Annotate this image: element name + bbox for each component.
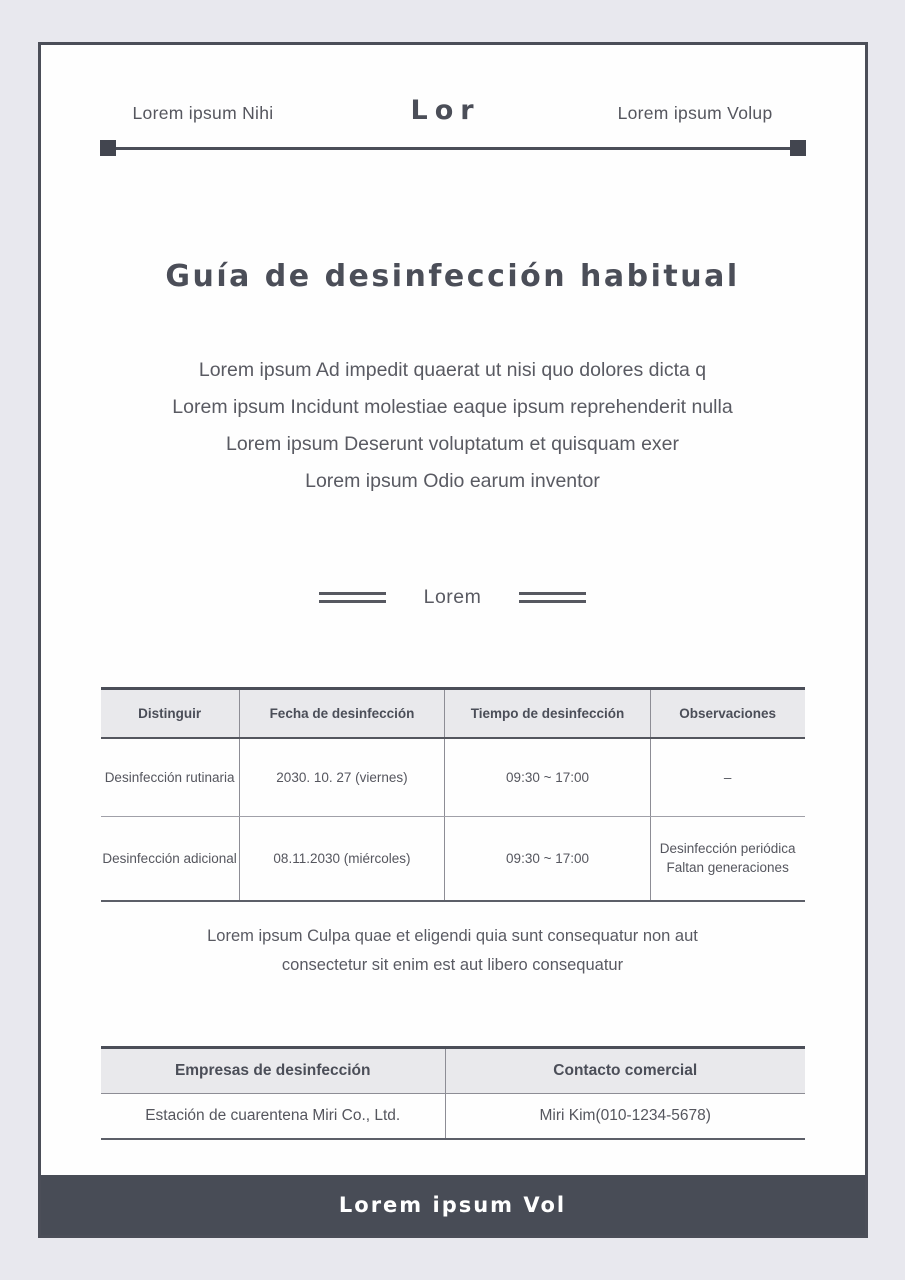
double-line-left — [319, 592, 386, 603]
rule-line — [116, 147, 790, 150]
intro-line-1: Lorem ipsum Ad impedit quaerat ut nisi quo dolores dicta q — [198, 359, 707, 381]
cell-observaciones — [650, 738, 804, 817]
document-header — [133, 95, 773, 126]
contact-table — [101, 1046, 805, 1141]
column-header-fecha: Fecha de desinfección — [239, 689, 445, 738]
column-header-distinguir: Distinguir — [101, 689, 240, 738]
intro-line-3: Lorem ipsum Deserunt voluptatum et quisquam exer — [225, 433, 680, 455]
cell-fecha: 2030. 10. 27 (viernes) — [239, 738, 445, 817]
intro-line-4: Lorem ipsum Odio earum inventor — [305, 470, 600, 492]
intro-line-2: Lorem ipsum Incidunt molestiae eaque ipsum reprehenderit nulla — [172, 396, 733, 418]
observaciones-line-2: Faltan generaciones — [666, 860, 789, 876]
column-header-tiempo: Tiempo de desinfección — [445, 689, 651, 738]
cell-observaciones — [650, 817, 804, 901]
column-header-empresas: Empresas de desinfección — [101, 1047, 446, 1093]
table-row — [101, 738, 805, 817]
header-left-label: Lorem ipsum Nihi — [132, 103, 274, 123]
section-divider-label: Lorem — [423, 586, 482, 608]
rule-endpoint-left-icon — [100, 140, 116, 156]
observaciones-line-1: Desinfección periódica — [659, 841, 796, 857]
table-row — [101, 1093, 805, 1139]
header-rule — [100, 140, 806, 156]
footer-bar — [41, 1175, 865, 1235]
double-line-right — [519, 592, 586, 603]
schedule-table — [101, 687, 805, 902]
cell-tiempo: 09:30 ~ 17:00 — [445, 817, 651, 901]
section-divider — [41, 586, 865, 609]
column-header-contacto: Contacto comercial — [445, 1047, 804, 1093]
schedule-table-wrap — [101, 609, 805, 902]
note-paragraph — [41, 922, 865, 980]
cell-distinguir: Desinfección adicional — [101, 817, 240, 901]
column-header-observaciones: Observaciones — [650, 689, 804, 738]
header-right-label: Lorem ipsum Volup — [617, 103, 773, 123]
cell-empresa: Estación de cuarentena Miri Co., Ltd. — [101, 1093, 446, 1139]
note-line-1: Lorem ipsum Culpa quae et eligendi quia sunt consequatur non aut — [207, 926, 698, 945]
table-row — [101, 817, 805, 901]
cell-contacto: Miri Kim(010-1234-5678) — [445, 1093, 804, 1139]
contact-table-wrap — [101, 980, 805, 1141]
observaciones-line-1: – — [723, 769, 732, 785]
contact-header-row — [101, 1047, 805, 1093]
intro-paragraph — [41, 352, 865, 500]
cell-fecha: 08.11.2030 (miércoles) — [239, 817, 445, 901]
brand-logo: Lor — [410, 95, 481, 126]
rule-endpoint-right-icon — [790, 140, 806, 156]
document-page — [38, 42, 868, 1238]
schedule-header-row — [101, 689, 805, 738]
footer-label: Lorem ipsum Vol — [338, 1193, 567, 1217]
page-title: Guía de desinfección habitual — [165, 259, 740, 294]
note-line-2: consectetur sit enim est aut libero consequatur — [281, 955, 624, 974]
cell-distinguir: Desinfección rutinaria — [101, 738, 240, 817]
cell-tiempo: 09:30 ~ 17:00 — [445, 738, 651, 817]
